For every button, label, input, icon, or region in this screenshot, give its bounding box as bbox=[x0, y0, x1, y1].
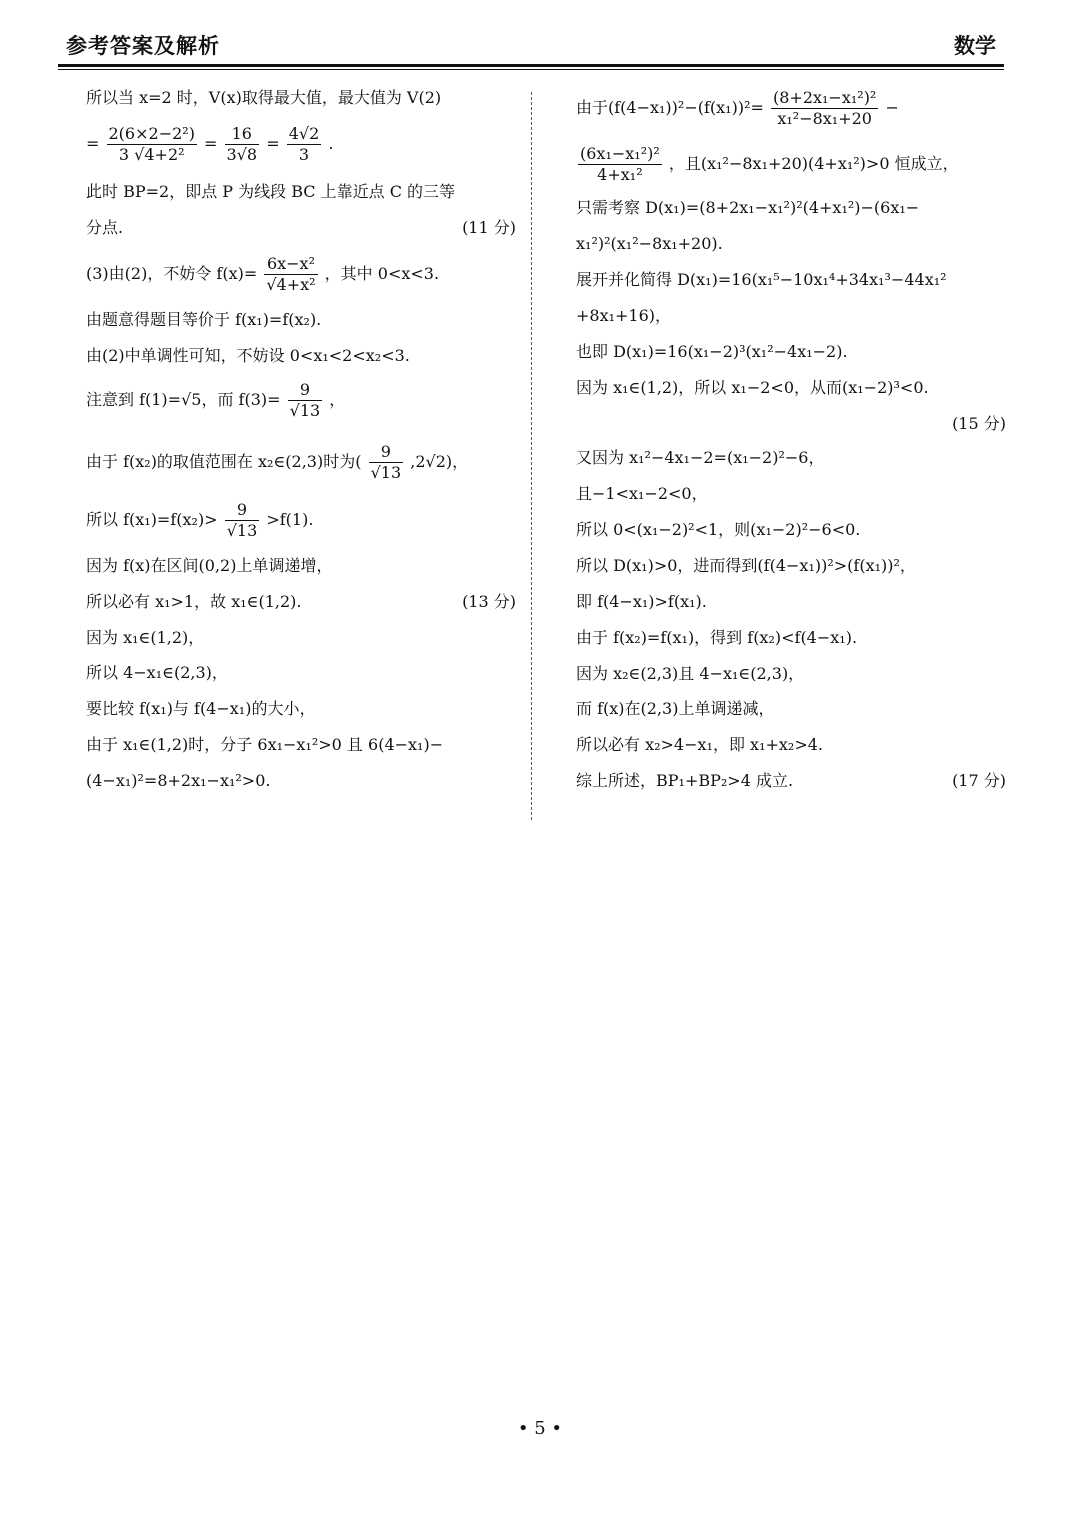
line-text: ，其中 0<x<3. bbox=[324, 264, 440, 283]
line-text: 因为 x₂∈(2,3)且 4−x₁∈(2,3)， bbox=[576, 664, 805, 683]
text-line bbox=[576, 592, 1006, 628]
left-column bbox=[86, 88, 516, 807]
formula-line bbox=[576, 144, 1006, 198]
numerator: 2(6×2−2²) bbox=[108, 124, 195, 143]
denominator: 3 √4+2² bbox=[118, 145, 185, 164]
numerator: (6x₁−x₁²)² bbox=[580, 144, 660, 163]
text-line bbox=[576, 628, 1006, 664]
numerator: 9 bbox=[225, 500, 260, 521]
formula-line bbox=[86, 442, 516, 500]
denominator: 3√8 bbox=[226, 145, 258, 164]
denominator: x₁²−8x₁+20 bbox=[777, 109, 872, 128]
text-line bbox=[86, 88, 516, 124]
page-header bbox=[58, 30, 1004, 64]
line-text: +8x₁+16)， bbox=[576, 306, 672, 325]
text-line bbox=[86, 663, 516, 699]
fraction bbox=[578, 144, 662, 185]
line-text: 展开并化简得 D(x₁)=16(x₁⁵−10x₁⁴+34x₁³−44x₁² bbox=[576, 270, 947, 289]
text-line bbox=[576, 520, 1006, 556]
denominator: √4+x² bbox=[266, 275, 316, 294]
line-text: (4−x₁)²=8+2x₁−x₁²>0. bbox=[86, 771, 271, 790]
fraction bbox=[288, 380, 323, 421]
line-text: ,2√2)， bbox=[410, 452, 469, 471]
numerator: 9 bbox=[369, 442, 404, 463]
line-text: 分点. bbox=[86, 218, 124, 237]
text-line bbox=[86, 699, 516, 735]
text-line bbox=[576, 735, 1006, 771]
fraction bbox=[287, 124, 322, 165]
line-text: 所以当 x=2 时，V(x)取得最大值，最大值为 V(2) bbox=[86, 88, 442, 107]
fraction bbox=[107, 124, 197, 165]
formula-line bbox=[86, 500, 516, 556]
text-line bbox=[576, 270, 1006, 306]
line-text: 也即 D(x₁)=16(x₁−2)³(x₁²−4x₁−2). bbox=[576, 342, 848, 361]
fraction bbox=[771, 88, 878, 129]
line-text: 由于 f(x₂)=f(x₁)，得到 f(x₂)<f(4−x₁). bbox=[576, 628, 858, 647]
text-line bbox=[576, 378, 1006, 414]
line-text: 且−1<x₁−2<0， bbox=[576, 484, 708, 503]
header-rule-thick bbox=[58, 64, 1004, 67]
line-text: 因为 x₁∈(1,2)， bbox=[86, 628, 205, 647]
line-text: ，且(x₁²−8x₁+20)(4+x₁²)>0 恒成立， bbox=[668, 154, 959, 173]
numerator: 16 bbox=[225, 124, 260, 145]
text-line bbox=[86, 628, 516, 663]
score-mark: (11 分) bbox=[462, 218, 516, 237]
fraction bbox=[225, 500, 260, 541]
line-text: x₁²)²(x₁²−8x₁+20). bbox=[576, 234, 723, 253]
text-line bbox=[576, 771, 1006, 807]
line-text: 由于 f(x₂)的取值范围在 x₂∈(2,3)时为( bbox=[86, 452, 362, 471]
text-line bbox=[576, 234, 1006, 270]
denominator: √13 bbox=[289, 401, 321, 420]
equals-sign: = bbox=[266, 134, 280, 153]
line-text: 由(2)中单调性可知，不妨设 0<x₁<2<x₂<3. bbox=[86, 346, 410, 365]
formula-line bbox=[86, 254, 516, 310]
line-text: >f(1). bbox=[266, 510, 314, 529]
line-text: 所以 D(x₁)>0，进而得到(f(4−x₁))²>(f(x₁))²， bbox=[576, 556, 916, 575]
text-line bbox=[576, 556, 1006, 592]
line-text: 因为 f(x)在区间(0,2)上单调递增， bbox=[86, 556, 333, 575]
line-text: ， bbox=[329, 390, 346, 409]
text-line bbox=[86, 218, 516, 254]
header-rule-thin bbox=[58, 69, 1004, 70]
text-line bbox=[86, 182, 516, 218]
text-line bbox=[576, 448, 1006, 484]
text-line bbox=[576, 664, 1006, 699]
text-line bbox=[576, 198, 1006, 234]
text-line bbox=[576, 306, 1006, 342]
line-text: 所以必有 x₂>4−x₁，即 x₁+x₂>4. bbox=[576, 735, 823, 754]
line-text: 所以 f(x₁)=f(x₂)> bbox=[86, 510, 218, 529]
text-line bbox=[576, 342, 1006, 378]
line-text: 综上所述，BP₁+BP₂>4 成立. bbox=[576, 771, 794, 790]
numerator: (8+2x₁−x₁²)² bbox=[772, 88, 877, 107]
denominator: 4+x₁² bbox=[597, 165, 643, 184]
line-text: 由题意得题目等价于 f(x₁)=f(x₂). bbox=[86, 310, 322, 329]
line-text: 所以 0<(x₁−2)²<1，则(x₁−2)²−6<0. bbox=[576, 520, 861, 539]
denominator: √13 bbox=[370, 463, 402, 482]
text-line bbox=[86, 771, 516, 807]
denominator: √13 bbox=[226, 521, 258, 540]
text-line bbox=[86, 556, 516, 592]
text-line bbox=[86, 346, 516, 380]
score-mark: (17 分) bbox=[952, 771, 1006, 790]
fraction bbox=[264, 254, 317, 295]
formula-line bbox=[86, 124, 516, 182]
page-number: • 5 • bbox=[517, 1418, 563, 1439]
formula-line bbox=[576, 88, 1006, 144]
period: . bbox=[328, 134, 334, 153]
line-text: 注意到 f(1)=√5，而 f(3)= bbox=[86, 390, 281, 409]
right-column bbox=[576, 88, 1006, 807]
line-text: 所以必有 x₁>1，故 x₁∈(1,2). bbox=[86, 592, 302, 611]
score-mark: (15 分) bbox=[952, 414, 1006, 433]
text-line bbox=[86, 592, 516, 628]
denominator: 3 bbox=[298, 145, 310, 164]
equals-sign: = bbox=[86, 134, 100, 153]
equals-sign: = bbox=[204, 134, 218, 153]
line-text: 又因为 x₁²−4x₁−2=(x₁−2)²−6， bbox=[576, 448, 825, 467]
text-line bbox=[576, 414, 1006, 448]
numerator: 4√2 bbox=[288, 124, 320, 143]
fraction bbox=[369, 442, 404, 483]
line-text: 所以 4−x₁∈(2,3)， bbox=[86, 663, 228, 682]
header-title: 参考答案及解析 bbox=[66, 34, 220, 58]
text-line bbox=[576, 484, 1006, 520]
line-text: 因为 x₁∈(1,2)，所以 x₁−2<0，从而(x₁−2)³<0. bbox=[576, 378, 929, 397]
line-text: 由于 x₁∈(1,2)时，分子 6x₁−x₁²>0 且 6(4−x₁)− bbox=[86, 735, 444, 754]
line-text: (3)由(2)，不妨令 f(x)= bbox=[86, 264, 258, 283]
header-subject: 数学 bbox=[954, 34, 996, 58]
line-text: 即 f(4−x₁)>f(x₁). bbox=[576, 592, 707, 611]
fraction bbox=[225, 124, 260, 165]
score-mark: (13 分) bbox=[462, 592, 516, 611]
text-line bbox=[86, 310, 516, 346]
line-text: − bbox=[885, 98, 899, 117]
numerator: 9 bbox=[288, 380, 323, 401]
line-text: 而 f(x)在(2,3)上单调递减， bbox=[576, 699, 775, 718]
line-text: 由于(f(4−x₁))²−(f(x₁))²= bbox=[576, 98, 764, 117]
line-text: 只需考察 D(x₁)=(8+2x₁−x₁²)²(4+x₁²)−(6x₁− bbox=[576, 198, 920, 217]
text-line bbox=[86, 735, 516, 771]
formula-line bbox=[86, 380, 516, 442]
line-text: 要比较 f(x₁)与 f(4−x₁)的大小， bbox=[86, 699, 316, 718]
column-divider bbox=[531, 92, 532, 820]
numerator: 6x−x² bbox=[264, 254, 317, 275]
text-line bbox=[576, 699, 1006, 735]
line-text: 此时 BP=2，即点 P 为线段 BC 上靠近点 C 的三等 bbox=[86, 182, 456, 201]
